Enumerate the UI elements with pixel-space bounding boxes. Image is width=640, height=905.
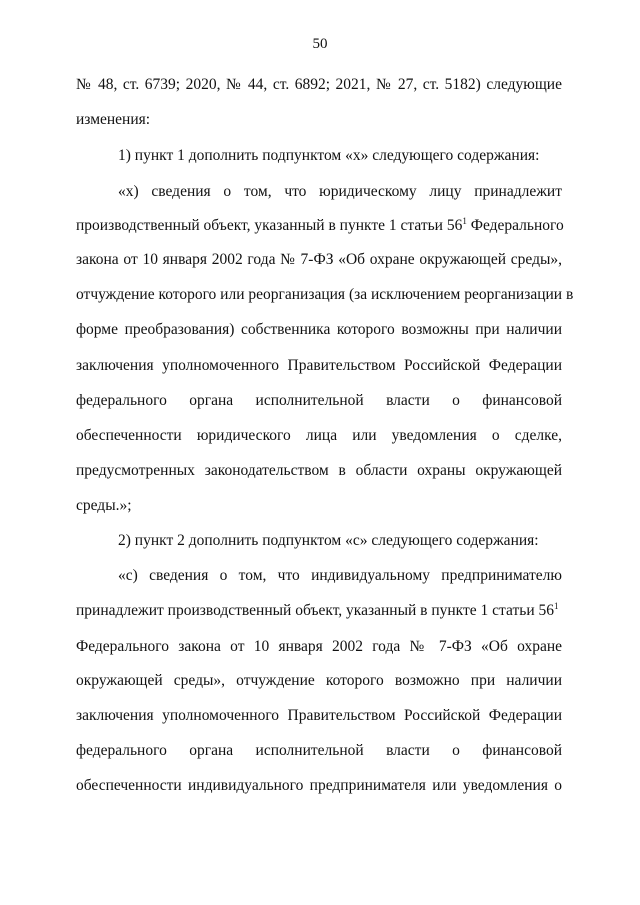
item1-text-line [76, 216, 562, 236]
superscript: 1 [462, 215, 467, 226]
item1-text-part: производственный объект, указанный в пункте 1 статьи 56 [76, 217, 463, 234]
item1-text-line: среды.»; [76, 497, 132, 514]
item2-text-line: Федерального закона от 10 января 2002 года № 7-ФЗ «Об охране [76, 638, 562, 655]
item2-text-line: заключения уполномоченного Правительством Российской Федерации [76, 707, 562, 724]
item1-text-part: Федерального [466, 217, 564, 234]
item2-heading: 2) пункт 2 дополнить подпунктом «с» следующего содержания: [118, 532, 539, 549]
intro-line: № 48, ст. 6739; 2020, № 44, ст. 6892; 2021, № 27, ст. 5182) следующие [76, 76, 562, 93]
item2-text-line [76, 601, 562, 621]
item1-heading: 1) пункт 1 дополнить подпунктом «х» следующего содержания: [118, 147, 540, 164]
item1-text-line: отчуждение которого или реорганизация (за исключением реорганизации в [76, 286, 574, 303]
item2-text-line: окружающей среды», отчуждение которого возможно при наличии [76, 672, 562, 689]
item1-text-line: обеспеченности юридического лица или уведомления о сделке, [76, 427, 562, 444]
item2-text-line: федерального органа исполнительной власти о финансовой [76, 742, 562, 759]
item2-text-line: «с) сведения о том, что индивидуальному предпринимателю [118, 567, 562, 584]
item1-text-line: федерального органа исполнительной власти о финансовой [76, 392, 562, 409]
intro-line: изменения: [76, 111, 151, 128]
item2-text-line: обеспеченности индивидуального предпринимателя или уведомления о [76, 777, 562, 794]
superscript: 1 [554, 600, 559, 611]
item2-text-part: принадлежит производственный объект, указанный в пункте 1 статьи 56 [76, 602, 554, 619]
page-number: 50 [312, 36, 328, 52]
item1-text-line: закона от 10 января 2002 года № 7-ФЗ «Об охране окружающей среды», [76, 251, 562, 268]
item1-text-line: форме преобразования) собственника которого возможны при наличии [76, 321, 562, 338]
item1-text-line: предусмотренных законодательством в области охраны окружающей [76, 462, 562, 479]
item1-text-line: заключения уполномоченного Правительством Российской Федерации [76, 357, 562, 374]
item1-text-line: «х) сведения о том, что юридическому лицу принадлежит [118, 183, 562, 200]
